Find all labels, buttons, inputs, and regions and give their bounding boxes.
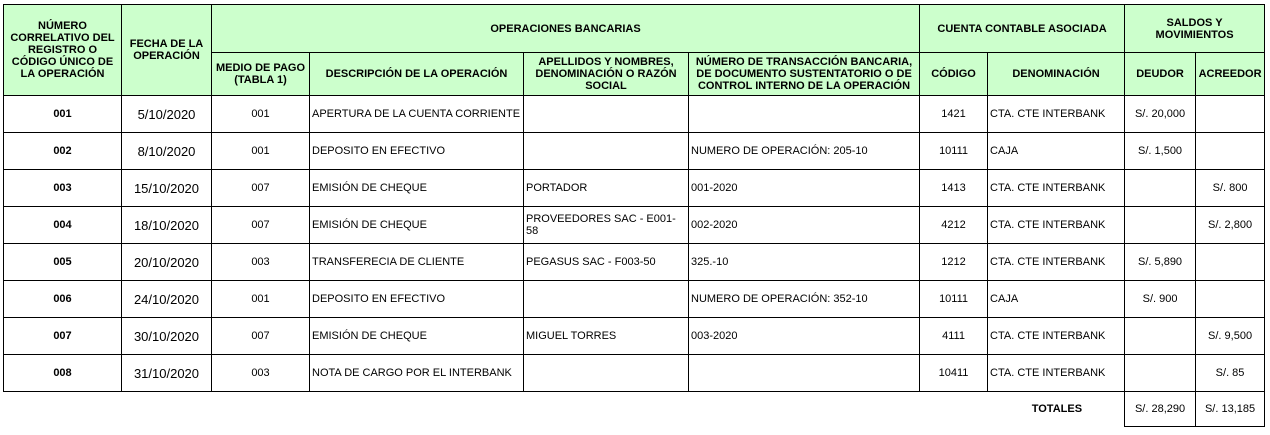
cell-deudor bbox=[1125, 207, 1196, 244]
cell-nombre: PORTADOR bbox=[524, 170, 689, 207]
cell-deudor: S/. 5,890 bbox=[1125, 244, 1196, 281]
cell-acreedor: S/. 2,800 bbox=[1196, 207, 1265, 244]
cell-nombre: PROVEEDORES SAC - E001-58 bbox=[524, 207, 689, 244]
header-operaciones-bancarias: OPERACIONES BANCARIAS bbox=[212, 5, 920, 53]
table-row bbox=[4, 244, 1265, 281]
cell-medio-pago: 007 bbox=[212, 207, 310, 244]
cell-correlativo: 005 bbox=[4, 244, 122, 281]
cell-nombre bbox=[524, 96, 689, 133]
cell-transaccion: 003-2020 bbox=[689, 318, 920, 355]
header-codigo: CÓDIGO bbox=[920, 53, 988, 96]
cell-codigo: 10411 bbox=[920, 355, 988, 392]
table-row bbox=[4, 207, 1265, 244]
cell-acreedor: S/. 85 bbox=[1196, 355, 1265, 392]
cell-denominacion: CTA. CTE INTERBANK bbox=[988, 96, 1125, 133]
cell-transaccion: 325.-10 bbox=[689, 244, 920, 281]
header-descripcion: DESCRIPCIÓN DE LA OPERACIÓN bbox=[310, 53, 524, 96]
total-deudor: S/. 28,290 bbox=[1125, 392, 1196, 427]
header-fecha: FECHA DE LA OPERACIÓN bbox=[122, 5, 212, 96]
cell-transaccion bbox=[689, 355, 920, 392]
cell-codigo: 1421 bbox=[920, 96, 988, 133]
cell-codigo: 10111 bbox=[920, 133, 988, 170]
cell-medio-pago: 007 bbox=[212, 170, 310, 207]
table-row bbox=[4, 170, 1265, 207]
cell-descripcion: APERTURA DE LA CUENTA CORRIENTE bbox=[310, 96, 524, 133]
table-row bbox=[4, 355, 1265, 392]
cell-medio-pago: 003 bbox=[212, 244, 310, 281]
cell-deudor bbox=[1125, 170, 1196, 207]
cell-descripcion: DEPOSITO EN EFECTIVO bbox=[310, 281, 524, 318]
cell-medio-pago: 007 bbox=[212, 318, 310, 355]
header-denominacion: DENOMINACIÓN bbox=[988, 53, 1125, 96]
cell-nombre bbox=[524, 355, 689, 392]
cell-codigo: 4212 bbox=[920, 207, 988, 244]
cell-fecha: 5/10/2020 bbox=[122, 96, 212, 133]
header-numero-transaccion: NÚMERO DE TRANSACCIÓN BANCARIA, DE DOCUMENTO SUSTENTATORIO O DE CONTROL INTERNO DE LA OPERACIÓN bbox=[689, 53, 920, 96]
cell-fecha: 15/10/2020 bbox=[122, 170, 212, 207]
cell-transaccion: 001-2020 bbox=[689, 170, 920, 207]
cell-medio-pago: 003 bbox=[212, 355, 310, 392]
cell-codigo: 1413 bbox=[920, 170, 988, 207]
cell-correlativo: 007 bbox=[4, 318, 122, 355]
header-deudor: DEUDOR bbox=[1125, 53, 1196, 96]
bank-operations-ledger bbox=[3, 4, 1265, 427]
cell-fecha: 24/10/2020 bbox=[122, 281, 212, 318]
cell-denominacion: CTA. CTE INTERBANK bbox=[988, 207, 1125, 244]
totals-label: TOTALES bbox=[1031, 403, 1083, 416]
cell-fecha: 31/10/2020 bbox=[122, 355, 212, 392]
cell-nombre: PEGASUS SAC - F003-50 bbox=[524, 244, 689, 281]
header-medio-pago: MEDIO DE PAGO (TABLA 1) bbox=[212, 53, 310, 96]
cell-fecha: 30/10/2020 bbox=[122, 318, 212, 355]
cell-deudor: S/. 20,000 bbox=[1125, 96, 1196, 133]
cell-correlativo: 008 bbox=[4, 355, 122, 392]
table-row bbox=[4, 318, 1265, 355]
cell-denominacion: CTA. CTE INTERBANK bbox=[988, 318, 1125, 355]
cell-descripcion: EMISIÓN DE CHEQUE bbox=[310, 318, 524, 355]
cell-medio-pago: 001 bbox=[212, 133, 310, 170]
cell-acreedor bbox=[1196, 133, 1265, 170]
cell-fecha: 20/10/2020 bbox=[122, 244, 212, 281]
cell-nombre: MIGUEL TORRES bbox=[524, 318, 689, 355]
cell-codigo: 1212 bbox=[920, 244, 988, 281]
cell-denominacion: CTA. CTE INTERBANK bbox=[988, 170, 1125, 207]
cell-transaccion bbox=[689, 96, 920, 133]
header-cuenta-contable: CUENTA CONTABLE ASOCIADA bbox=[920, 5, 1125, 53]
cell-denominacion: CTA. CTE INTERBANK bbox=[988, 355, 1125, 392]
cell-transaccion: 002-2020 bbox=[689, 207, 920, 244]
cell-deudor: S/. 900 bbox=[1125, 281, 1196, 318]
totals-label-cell bbox=[4, 392, 1125, 427]
cell-denominacion: CTA. CTE INTERBANK bbox=[988, 244, 1125, 281]
cell-deudor: S/. 1,500 bbox=[1125, 133, 1196, 170]
cell-acreedor: S/. 9,500 bbox=[1196, 318, 1265, 355]
cell-correlativo: 006 bbox=[4, 281, 122, 318]
cell-denominacion: CAJA bbox=[988, 281, 1125, 318]
cell-correlativo: 004 bbox=[4, 207, 122, 244]
cell-descripcion: NOTA DE CARGO POR EL INTERBANK bbox=[310, 355, 524, 392]
ledger-body bbox=[4, 96, 1265, 392]
cell-deudor bbox=[1125, 318, 1196, 355]
cell-acreedor: S/. 800 bbox=[1196, 170, 1265, 207]
cell-descripcion: EMISIÓN DE CHEQUE bbox=[310, 207, 524, 244]
cell-descripcion: TRANSFERECIA DE CLIENTE bbox=[310, 244, 524, 281]
cell-correlativo: 001 bbox=[4, 96, 122, 133]
cell-nombre bbox=[524, 281, 689, 318]
cell-nombre bbox=[524, 133, 689, 170]
header-acreedor: ACREEDOR bbox=[1196, 53, 1265, 96]
cell-transaccion: NUMERO DE OPERACIÓN: 352-10 bbox=[689, 281, 920, 318]
cell-acreedor bbox=[1196, 96, 1265, 133]
totals-row bbox=[4, 392, 1265, 427]
table-row bbox=[4, 133, 1265, 170]
cell-correlativo: 003 bbox=[4, 170, 122, 207]
cell-medio-pago: 001 bbox=[212, 281, 310, 318]
cell-correlativo: 002 bbox=[4, 133, 122, 170]
cell-acreedor bbox=[1196, 281, 1265, 318]
cell-denominacion: CAJA bbox=[988, 133, 1125, 170]
cell-descripcion: EMISIÓN DE CHEQUE bbox=[310, 170, 524, 207]
header-apellidos-nombres: APELLIDOS Y NOMBRES, DENOMINACIÓN O RAZÓN SOCIAL bbox=[524, 53, 689, 96]
header-saldos-movimientos: SALDOS Y MOVIMIENTOS bbox=[1125, 5, 1265, 53]
cell-deudor bbox=[1125, 355, 1196, 392]
cell-medio-pago: 001 bbox=[212, 96, 310, 133]
cell-fecha: 8/10/2020 bbox=[122, 133, 212, 170]
table-row bbox=[4, 96, 1265, 133]
cell-descripcion: DEPOSITO EN EFECTIVO bbox=[310, 133, 524, 170]
cell-codigo: 4111 bbox=[920, 318, 988, 355]
cell-codigo: 10111 bbox=[920, 281, 988, 318]
cell-transaccion: NUMERO DE OPERACIÓN: 205-10 bbox=[689, 133, 920, 170]
header-correlativo: NÚMERO CORRELATIVO DEL REGISTRO O CÓDIGO ÚNICO DE LA OPERACIÓN bbox=[4, 5, 122, 96]
table-row bbox=[4, 281, 1265, 318]
cell-acreedor bbox=[1196, 244, 1265, 281]
total-acreedor: S/. 13,185 bbox=[1196, 392, 1265, 427]
cell-fecha: 18/10/2020 bbox=[122, 207, 212, 244]
